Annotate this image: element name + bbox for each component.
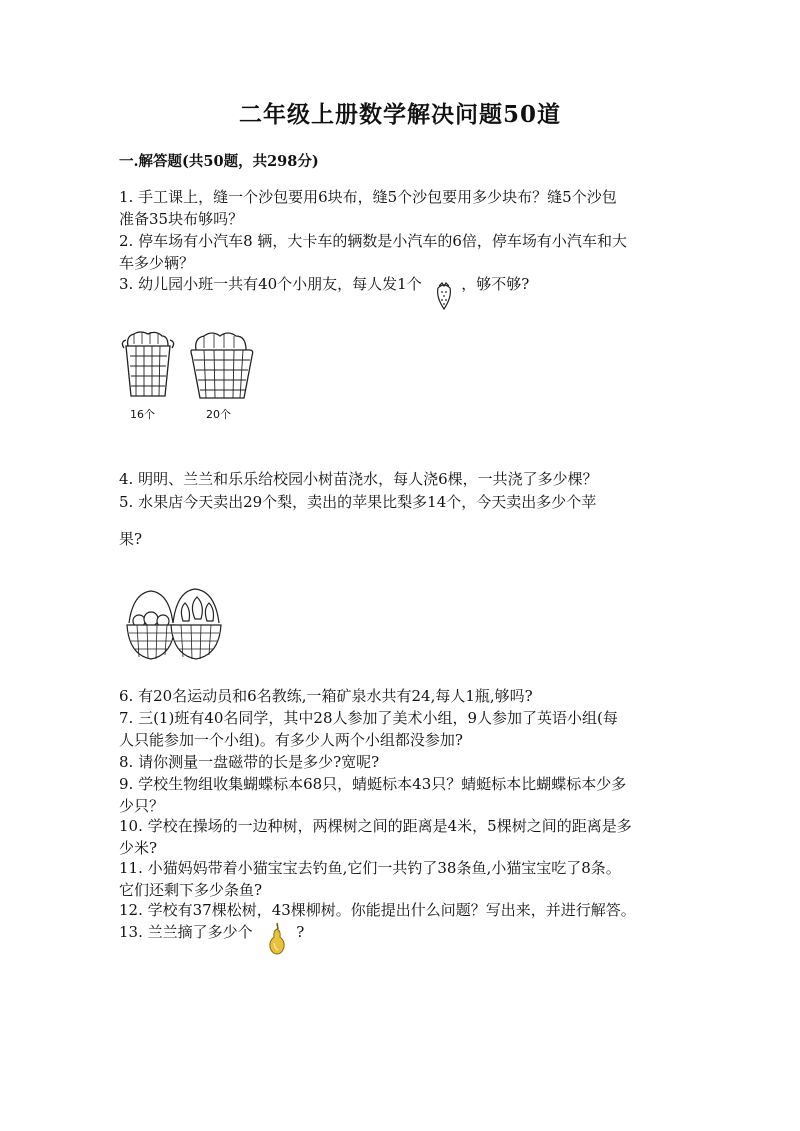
- question-1-line-1: 1. 手工课上，缝一个沙包要用6块布，缝5个沙包要用多少块布？缝5个沙包: [119, 188, 617, 206]
- question-6: [119, 685, 689, 707]
- question-3-text: 3. 幼儿园小班一共有40个小朋友，每人发1个: [119, 275, 422, 293]
- question-11-line-2: 它们还剩下多少条鱼?: [119, 881, 263, 899]
- question-11-line-1: 11. 小猫妈妈带着小猫宝宝去钓鱼,它们一共钓了38条鱼,小猫宝宝吃了8条。: [119, 859, 621, 877]
- question-5-line-2: 果?: [119, 530, 143, 548]
- question-4-text: 4. 明明、兰兰和乐乐给校园小树苗浇水，每人浇6棵，一共浇了多少棵？: [119, 470, 598, 488]
- question-13: [119, 921, 689, 943]
- question-7-line-2: 人只能参加一个小组)。有多少人两个小组都没参加?: [119, 731, 463, 749]
- section-heading: 一.解答题(共50题，共298分): [119, 153, 319, 170]
- question-2-line-2: 车多少辆？: [119, 254, 195, 272]
- question-11: [119, 857, 689, 901]
- question-2-line-1: 2. 停车场有小汽车8 辆，大卡车的辆数是小汽车的6倍，停车场有小汽车和大: [119, 232, 627, 250]
- question-8-text: 8. 请你测量一盘磁带的长是多少?宽呢?: [119, 753, 380, 771]
- question-3: [119, 273, 689, 295]
- question-5-continued: [119, 528, 689, 550]
- question-1: [119, 186, 689, 230]
- question-13-suffix: ?: [296, 923, 305, 941]
- question-6-text: 6. 有20名运动员和6名教练,一箱矿泉水共有24,每人1瓶,够吗?: [119, 687, 533, 705]
- question-12: [119, 899, 689, 921]
- question-10: [119, 815, 689, 859]
- question-10-line-1: 10. 学校在操场的一边种树，两棵树之间的距离是4米，5棵树之间的距离是多: [119, 817, 632, 835]
- right-basket-label: 20个: [206, 408, 231, 421]
- question-9-line-2: 少只？: [119, 797, 165, 815]
- question-7: [119, 707, 689, 751]
- strawberry-baskets-illustration: [118, 328, 268, 428]
- strawberry-icon: [427, 273, 457, 295]
- question-9-line-1: 9. 学校生物组收集蝴蝶标本68只，蜻蜓标本43只？蜻蜓标本比蝴蝶标本少多: [119, 775, 627, 793]
- left-basket: [122, 332, 173, 396]
- question-7-line-1: 7. 三(1)班有40名同学，其中28人参加了美术小组，9人参加了英语小组(每: [119, 709, 618, 727]
- question-1-line-2: 准备35块布够吗？: [119, 210, 244, 228]
- question-12-text: 12. 学校有37棵松树，43棵柳树。你能提出什么问题？写出来，并进行解答。: [119, 901, 636, 919]
- question-4: [119, 468, 689, 490]
- question-10-line-2: 少米?: [119, 839, 158, 857]
- question-5: [119, 491, 689, 513]
- question-9: [119, 773, 689, 817]
- question-3-suffix: ，够不够?: [461, 275, 530, 293]
- question-8: [119, 751, 689, 773]
- left-basket-label: 16个: [130, 408, 155, 421]
- question-5-line-1: 5. 水果店今天卖出29个梨，卖出的苹果比梨多14个，今天卖出多少个苹: [119, 493, 597, 511]
- question-2: [119, 230, 689, 274]
- question-13-text: 13. 兰兰摘了多少个: [119, 923, 253, 941]
- page-title: 二年级上册数学解决问题50道: [238, 101, 561, 128]
- right-basket: [191, 333, 253, 398]
- fruit-baskets-illustration: [123, 585, 223, 665]
- pear-icon: [257, 921, 291, 943]
